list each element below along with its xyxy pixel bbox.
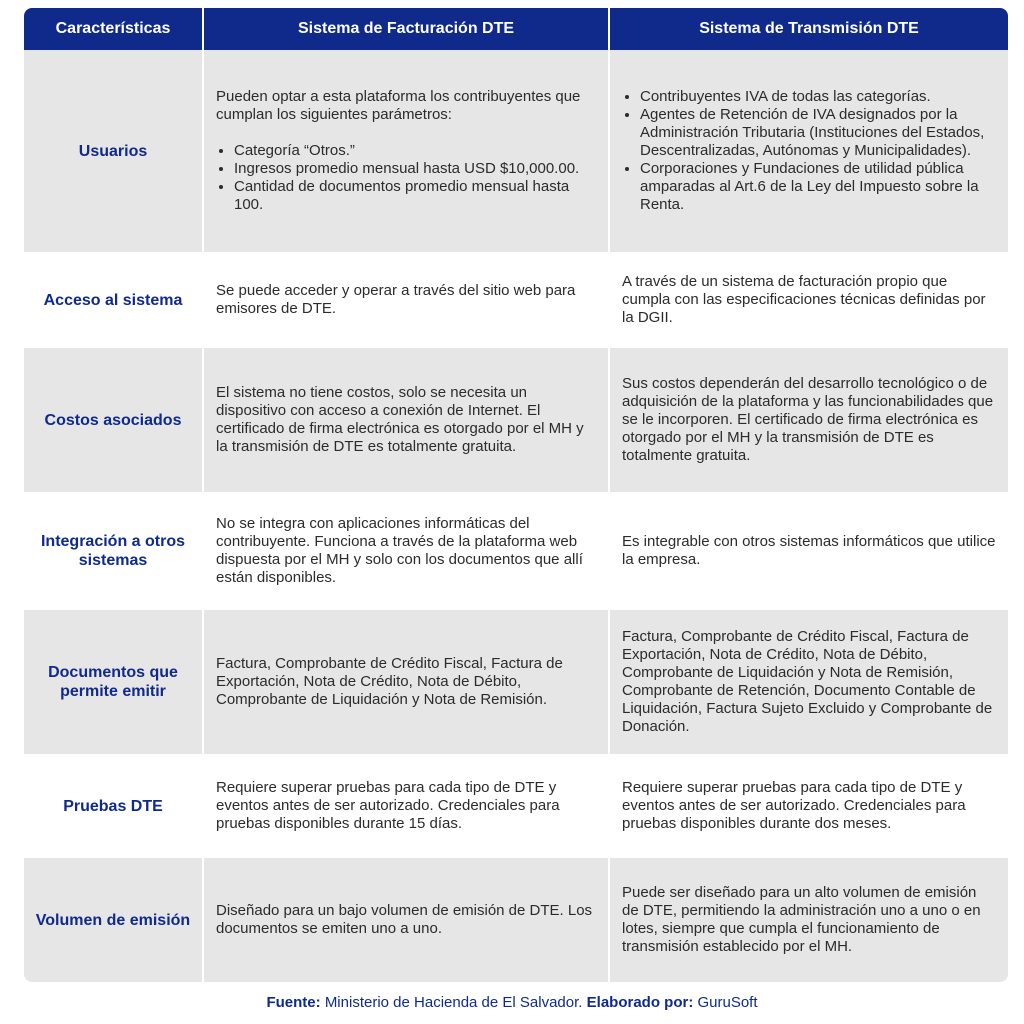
list-item: • Corporaciones y Fundaciones de utilidad pública amparadas al Art.6 de la Ley del Impuesto sobre la Renta. <box>640 160 996 214</box>
feature-cell: Costos asociados <box>24 348 204 492</box>
list-item: • Categoría “Otros.” <box>234 142 596 160</box>
author-label: Elaborado por: <box>586 994 694 1011</box>
facturacion-cell: No se integra con aplicaciones informáticas del contribuyente. Funciona a través de la plataforma web dispuesta por el MH y solo con los documentos que allí están disponibles. <box>204 492 610 610</box>
table-row-documentos <box>24 610 1008 754</box>
source-label: Fuente: <box>266 994 321 1011</box>
feature-cell: Pruebas DTE <box>24 754 204 858</box>
facturacion-cell: Se puede acceder y operar a través del sitio web para emisores de DTE. <box>204 252 610 348</box>
table-header-row <box>24 8 1008 50</box>
source-footer <box>0 994 1024 1011</box>
comparison-table-container <box>24 8 1008 982</box>
facturacion-list <box>216 142 596 214</box>
comparison-table <box>24 8 1008 982</box>
facturacion-cell: Requiere superar pruebas para cada tipo de DTE y eventos antes de ser autorizado. Credenciales para pruebas disponibles durante 15 días. <box>204 754 610 858</box>
list-item: • Cantidad de documentos promedio mensual hasta 100. <box>234 178 596 214</box>
table-row-usuarios <box>24 50 1008 252</box>
transmision-cell: A través de un sistema de facturación propio que cumpla con las especificaciones técnicas definidas por la DGII. <box>610 252 1008 348</box>
table-row-volumen <box>24 858 1008 982</box>
header-caracteristicas: Características <box>24 8 204 50</box>
transmision-cell: Requiere superar pruebas para cada tipo de DTE y eventos antes de ser autorizado. Credenciales para pruebas disponibles durante dos meses. <box>610 754 1008 858</box>
list-item: • Contribuyentes IVA de todas las categorías. <box>640 88 996 106</box>
list-item: • Agentes de Retención de IVA designados por la Administración Tributaria (Instituciones del Estados, Descentralizadas, Autónomas y Municipalidades). <box>640 106 996 160</box>
facturacion-cell: El sistema no tiene costos, solo se necesita un dispositivo con acceso a conexión de Internet. El certificado de firma electrónica es otorgado por el MH y la transmisión de DTE es totalmente gratuita. <box>204 348 610 492</box>
facturacion-cell: Factura, Comprobante de Crédito Fiscal, Factura de Exportación, Nota de Crédito, Nota de Débito, Comprobante de Liquidación y Nota de Remisión. <box>204 610 610 754</box>
feature-cell: Documentos que permite emitir <box>24 610 204 754</box>
source-value: Ministerio de Hacienda de El Salvador. <box>324 994 583 1011</box>
feature-cell: Integración a otros sistemas <box>24 492 204 610</box>
feature-cell: Volumen de emisión <box>24 858 204 982</box>
facturacion-cell <box>204 50 610 252</box>
transmision-cell: Puede ser diseñado para un alto volumen de emisión de DTE, permitiendo la administración uno a uno o en lotes, siempre que cumpla el funcionamiento de transmisión establecido por el MH. <box>610 858 1008 982</box>
table-row-acceso <box>24 252 1008 348</box>
facturacion-cell: Diseñado para un bajo volumen de emisión de DTE. Los documentos se emiten uno a uno. <box>204 858 610 982</box>
transmision-cell <box>610 50 1008 252</box>
header-sistema-facturacion: Sistema de Facturación DTE <box>204 8 610 50</box>
feature-cell: Acceso al sistema <box>24 252 204 348</box>
transmision-list <box>622 88 996 214</box>
transmision-cell: Es integrable con otros sistemas informáticos que utilice la empresa. <box>610 492 1008 610</box>
transmision-cell: Factura, Comprobante de Crédito Fiscal, Factura de Exportación, Nota de Crédito, Nota de Débito, Comprobante de Liquidación y Nota de Remisión, Comprobante de Retención, Documento Contable de Liquidación, Factura Sujeto Excluido y Comprobante de Donación. <box>610 610 1008 754</box>
table-row-pruebas <box>24 754 1008 858</box>
feature-cell: Usuarios <box>24 50 204 252</box>
list-item: • Ingresos promedio mensual hasta USD $10,000.00. <box>234 160 596 178</box>
table-row-integracion <box>24 492 1008 610</box>
transmision-cell: Sus costos dependerán del desarrollo tecnológico o de adquisición de la plataforma y las funcionabilidades que se le incorporen. El certificado de firma electrónica es otorgado por el MH y la transmisión de DTE es totalmente gratuita. <box>610 348 1008 492</box>
header-sistema-transmision: Sistema de Transmisión DTE <box>610 8 1008 50</box>
author-value: GuruSoft <box>697 994 758 1011</box>
table-row-costos <box>24 348 1008 492</box>
facturacion-intro: Pueden optar a esta plataforma los contribuyentes que cumplan los siguientes parámetros: <box>216 88 581 123</box>
